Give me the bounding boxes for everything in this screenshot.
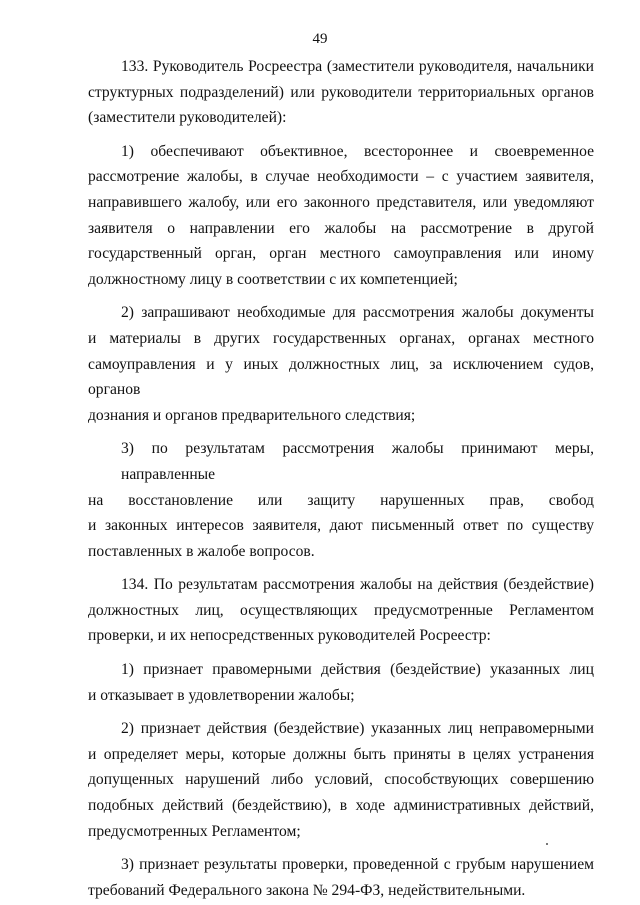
text-line: требований Федерального закона № 294-ФЗ, недействительными. (88, 881, 526, 899)
text-line: проверки, и их непосредственных руководителей Росреестр: (88, 627, 491, 645)
text-line: 2) признает действия (бездействие) указанных лиц неправомерными (121, 720, 594, 738)
text-line: самоуправления и у иных должностных лиц, за исключением судов, органов (88, 355, 594, 399)
paragraph-134-item-2 (88, 716, 594, 844)
paragraph-133-item-1 (88, 139, 594, 293)
text-line: подобных действий (бездействию), в ходе административных действий, (88, 797, 594, 815)
text-line: (заместители руководителей): (88, 109, 287, 127)
text-line: допущенных нарушений либо условий, способствующих совершению (88, 771, 594, 789)
text-line: государственный орган, орган местного самоуправления или иному (88, 245, 594, 263)
text-line: 3) по результатам рассмотрения жалобы принимают меры, направленные (121, 440, 594, 483)
scan-dot (546, 843, 548, 845)
text-line: 3) признает результаты проверки, проведенной с грубым нарушением (121, 856, 594, 874)
paragraph-133 (88, 54, 594, 131)
text-line: поставленных в жалобе вопросов. (88, 542, 315, 560)
text-line: должностному лицу в соответствии с их компетенцией; (88, 270, 458, 288)
text-line: на восстановление или защиту нарушенных прав, свобод (88, 491, 594, 509)
paragraph-134-item-1 (88, 657, 594, 708)
text-line: предусмотренных Регламентом; (88, 822, 301, 840)
text-line: и материалы в других государственных органах, органах местного (88, 329, 594, 347)
paragraph-134-item-3 (88, 852, 594, 903)
text-line: 1) признает правомерными действия (бездействие) указанных лиц (121, 661, 594, 679)
paragraph-133-item-3 (88, 436, 594, 564)
text-line: должностных лиц, осуществляющих предусмотренные Регламентом (88, 601, 594, 619)
text-line: 1) обеспечивают объективное, всестороннее и своевременное (121, 142, 594, 160)
page-number: 49 (312, 31, 328, 47)
text-line: 134. По результатам рассмотрения жалобы на действия (бездействие) (121, 576, 594, 594)
text-line: и определяет меры, которые должны быть приняты в целях устранения (88, 745, 594, 763)
paragraph-134 (88, 572, 594, 649)
paragraph-133-item-2 (88, 300, 594, 428)
text-line: и отказывает в удовлетворении жалобы; (88, 686, 355, 704)
text-line: рассмотрение жалобы, в случае необходимости – с участием заявителя, (88, 168, 594, 186)
text-line: структурных подразделений) или руководители территориальных органов (88, 83, 594, 101)
text-line: заявителя о направлении его жалобы на рассмотрение в другой (88, 219, 594, 237)
text-line: и законных интересов заявителя, дают письменный ответ по существу (88, 517, 594, 535)
text-line: направившего жалобу, или его законного представителя, или уведомляют (88, 193, 594, 211)
text-line: 2) запрашивают необходимые для рассмотрения жалобы документы (121, 304, 594, 322)
text-line: 133. Руководитель Росреестра (заместители руководителя, начальники (121, 58, 594, 75)
document-body (88, 54, 594, 903)
text-line: дознания и органов предварительного следствия; (88, 406, 416, 424)
